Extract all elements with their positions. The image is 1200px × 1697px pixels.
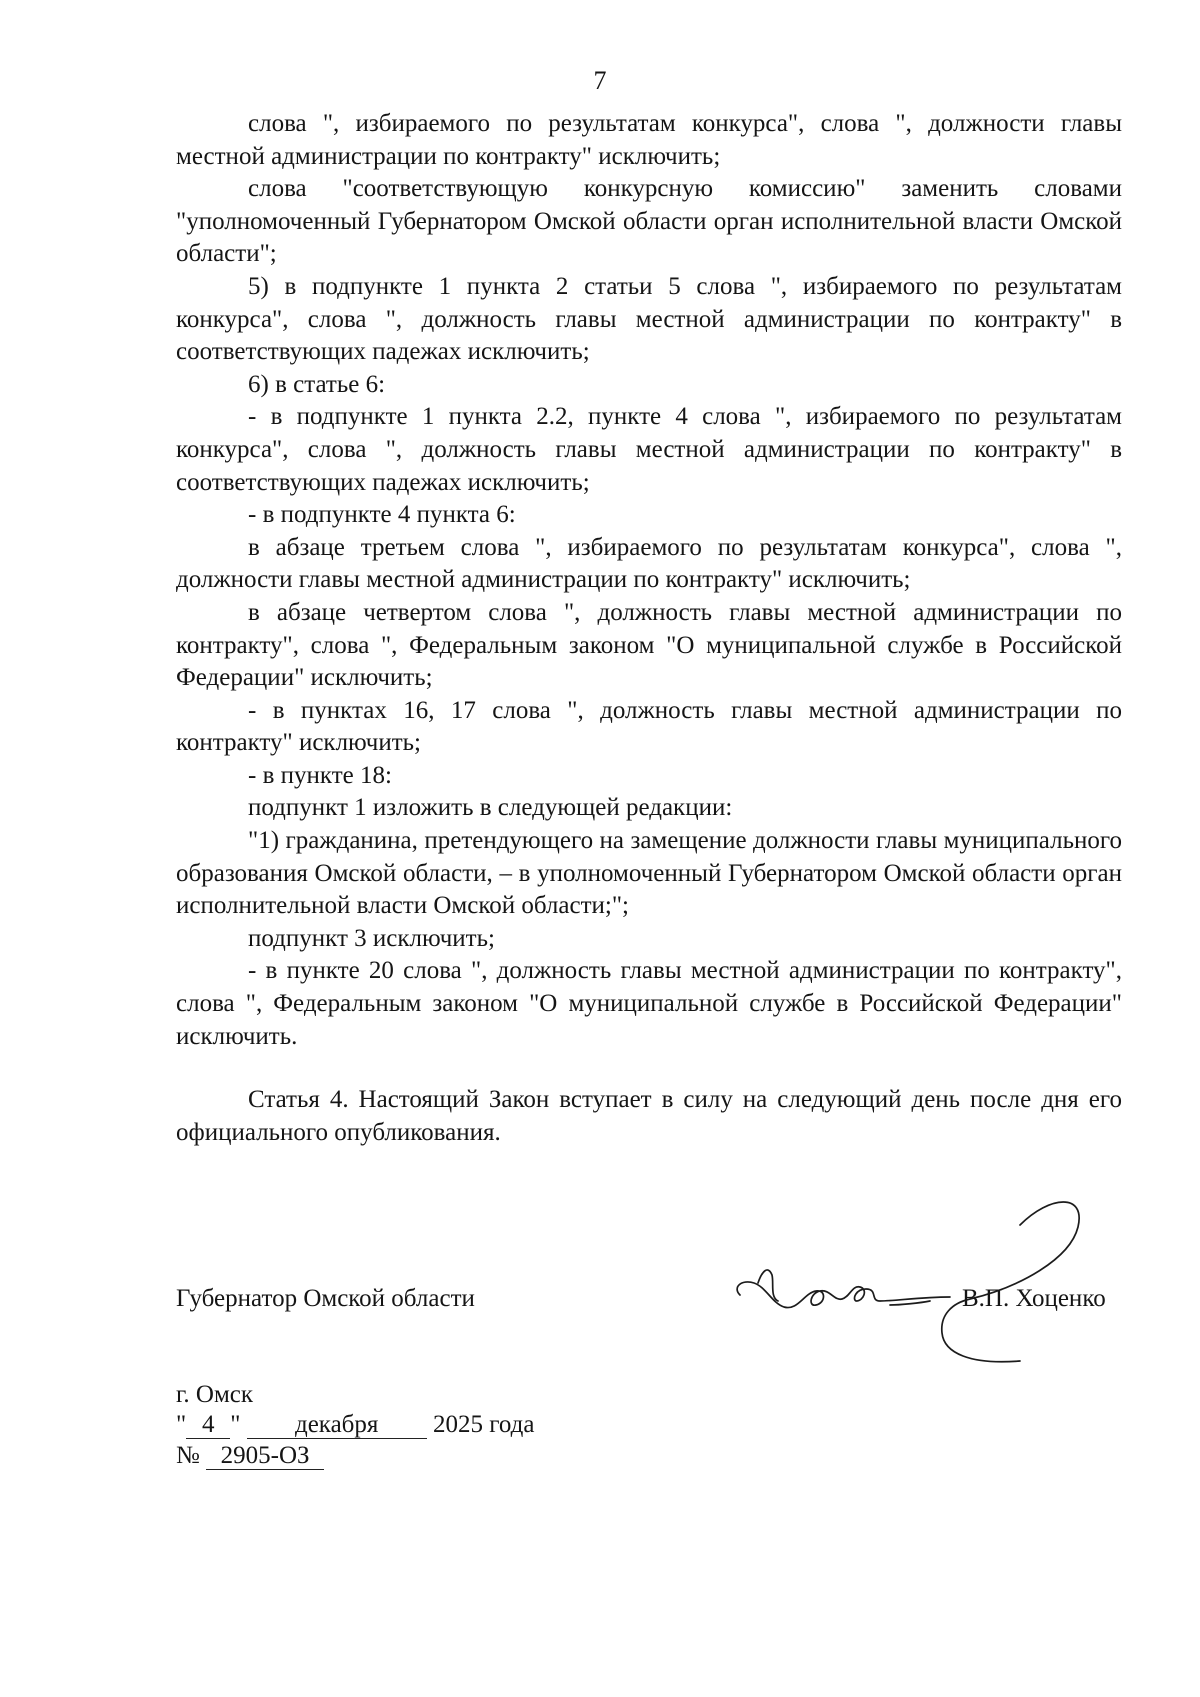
signatory-title: Губернатор Омской области <box>176 1285 475 1312</box>
number-sign: № <box>176 1442 200 1469</box>
paragraph-gap <box>176 1053 1122 1084</box>
paragraph: - в пункте 18: <box>248 761 392 789</box>
paragraph: 6) в статье 6: <box>248 370 386 398</box>
paragraph: подпункт 1 изложить в следующей редакции: <box>248 794 733 822</box>
paragraph: - в пункте 20 слова ", должность главы местной администрации по контракту", слова ", Федеральным законом "О муниципальной службе в Российской Федерации" исключить. <box>176 957 1122 1050</box>
paragraph: подпункт 3 исключить; <box>248 924 495 952</box>
page-number: 7 <box>593 66 607 95</box>
article-4: Статья 4. Настоящий Закон вступает в силу на следующий день после дня его официального опубликования. <box>176 1086 1122 1146</box>
date-month: декабря <box>247 1412 427 1439</box>
law-number <box>176 1442 324 1470</box>
paragraph: "1) гражданина, претендующего на замещение должности главы муниципального образования Омской области, – в уполномоченный Губернатором Омской области орган исполнительной власти Омской области;"; <box>176 827 1122 920</box>
paragraph: 5) в подпункте 1 пункта 2 статьи 5 слова ", избираемого по результатам конкурса", слова ", должность главы местной администрации по контракту" в соответствующих падежах исключить; <box>176 272 1122 366</box>
quote-open: " <box>176 1411 187 1438</box>
paragraph: в абзаце третьем слова ", избираемого по результатам конкурса", слова ", должности главы местной администрации по контракту" исключить; <box>176 533 1122 594</box>
paragraph: - в пунктах 16, 17 слова ", должность главы местной администрации по контракту" исключить; <box>176 696 1122 757</box>
paragraph: в абзаце четвертом слова ", должность главы местной администрации по контракту", слова ", Федеральным законом "О муниципальной службе в Российской Федерации" исключить; <box>176 598 1122 692</box>
paragraph: слова ", избираемого по результатам конкурса", слова ", должности главы местной администрации по контракту" исключить; <box>176 110 1122 170</box>
signing-date <box>176 1411 534 1439</box>
law-number-value: 2905-ОЗ <box>206 1443 324 1470</box>
date-day: 4 <box>186 1412 230 1439</box>
signatory-name: В.П. Хоценко <box>962 1285 1106 1312</box>
paragraph: слова "соответствующую конкурсную комиссию" заменить словами "уполномоченный Губернатором Омской области орган исполнительной власти Омской области"; <box>176 175 1122 268</box>
handwritten-signature-icon <box>720 1175 1120 1385</box>
document-body <box>176 108 1122 1149</box>
paragraph: - в подпункте 4 пункта 6: <box>248 501 516 529</box>
quote-close: " <box>230 1411 241 1438</box>
place-of-signing: г. Омск <box>176 1381 254 1408</box>
paragraph: - в подпункте 1 пункта 2.2, пункте 4 слова ", избираемого по результатам конкурса", слова ", должность главы местной администрации по контракту" в соответствующих падежах исключить; <box>176 403 1122 496</box>
date-year: 2025 года <box>432 1411 535 1438</box>
